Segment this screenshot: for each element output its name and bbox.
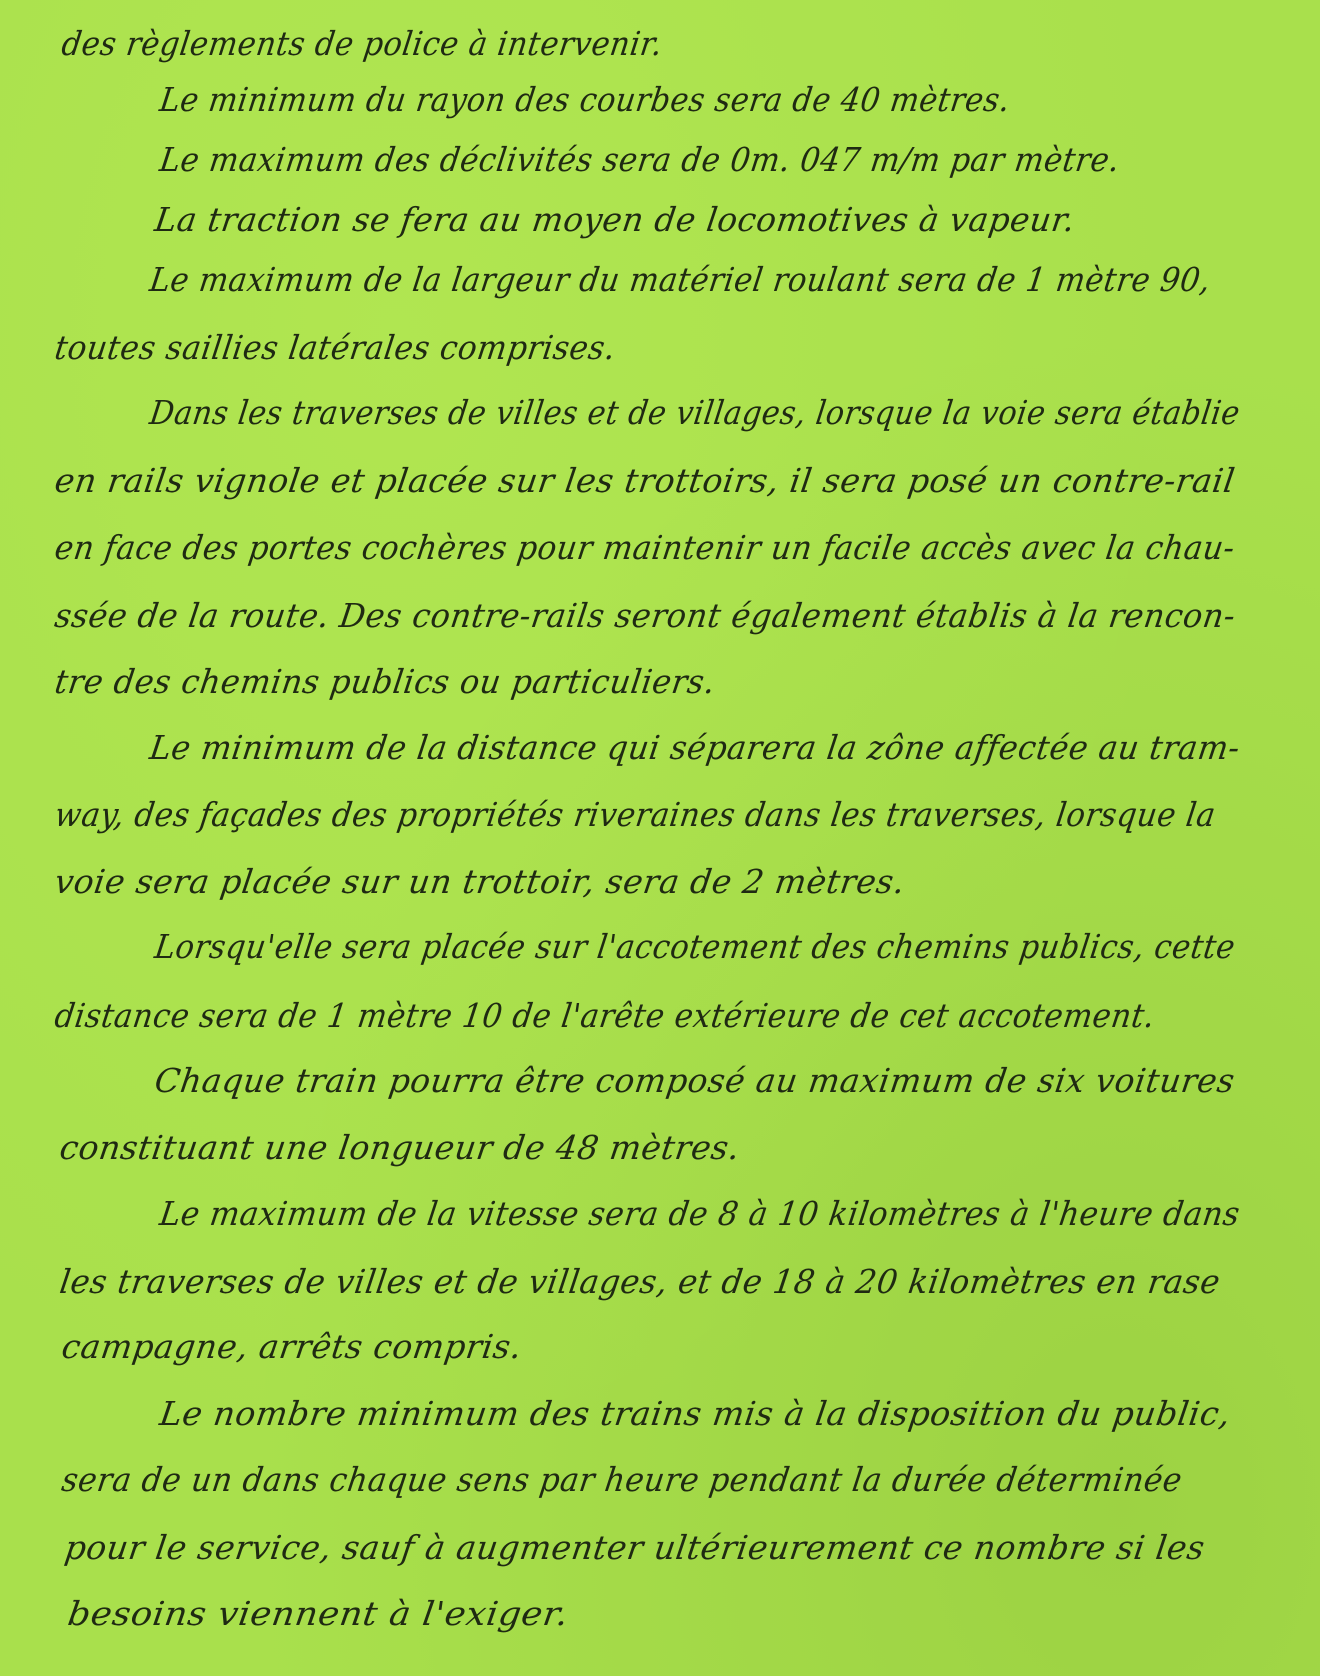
text-line: Le nombre minimum des trains mis à la disposition du public,	[157, 1394, 1234, 1433]
text-line: pour le service, sauf à augmenter ultérieurement ce nombre si les	[62, 1528, 1208, 1567]
text-line: La traction se fera au moyen de locomotives à vapeur.	[152, 200, 1078, 239]
text-line: les traverses de villes et de villages, et de 18 à 20 kilomètres en rase	[57, 1262, 1223, 1301]
text-line: Le maximum des déclivités sera de 0m. 047 m/m par mètre.	[157, 140, 1123, 179]
text-line: voie sera placée sur un trottoir, sera de 2 mètres.	[52, 862, 908, 901]
text-line: Le maximum de la largeur du matériel roulant sera de 1 mètre 90,	[147, 260, 1214, 299]
text-line: des règlements de police à intervenir.	[59, 24, 666, 63]
text-line: way, des façades des propriétés riveraines dans les traverses, lorsque la	[52, 795, 1219, 834]
text-line: ssée de la route. Des contre-rails seront également établis à la rencon-	[52, 596, 1239, 635]
text-line: Dans les traverses de villes et de villages, lorsque la voie sera établie	[147, 393, 1243, 432]
text-line: sera de un dans chaque sens par heure pendant la durée déterminée	[59, 1460, 1185, 1499]
text-line: constituant une longueur de 48 mètres.	[57, 1128, 743, 1167]
text-line: Chaque train pourra être composé au maximum de six voitures	[152, 1061, 1238, 1100]
text-line: tre des chemins publics ou particuliers.	[52, 662, 718, 701]
text-line: en face des portes cochères pour maintenir un facile accès avec la chau-	[52, 528, 1238, 567]
text-line: Le minimum de la distance qui séparera la zône affectée au tram-	[147, 728, 1243, 767]
text-line: Le maximum de la vitesse sera de 8 à 10 kilomètres à l'heure dans	[157, 1194, 1243, 1233]
text-line: besoins viennent à l'exiger.	[65, 1594, 572, 1633]
text-line: Lorsqu'elle sera placée sur l'accotement des chemins publics, cette	[152, 927, 1238, 966]
text-line: toutes saillies latérales comprises.	[52, 328, 619, 367]
text-line: en rails vignole et placée sur les trottoirs, il sera posé un contre-rail	[52, 461, 1238, 500]
text-line: distance sera de 1 mètre 10 de l'arête extérieure de cet accotement.	[52, 996, 1158, 1035]
text-line: campagne, arrêts compris.	[59, 1327, 525, 1366]
text-line: Le minimum du rayon des courbes sera de 40 mètres.	[157, 80, 1013, 119]
